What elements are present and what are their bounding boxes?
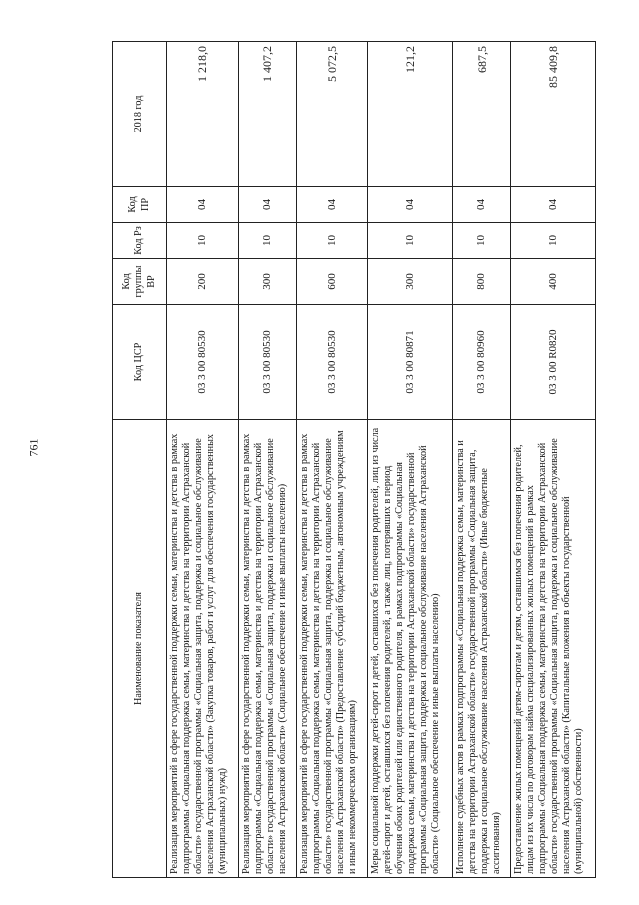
row-sum: 121,2 <box>368 42 453 187</box>
table-row <box>167 42 239 878</box>
header-year: 2018 год <box>113 42 167 187</box>
row-name: Реализация мероприятий в сфере государственной поддержки семьи, материнства и детства в рамках подпрограммы «Социальная поддержка семьи, материнства и детства на территории Астраханской области» государственной программы «Социальная защита, поддержка и социальное обслуживание населения Астраханской области» (Предоставление субсидий бюджетным, автономным учреждениям и иным некоммерческим организациям) <box>296 420 368 878</box>
row-rz: 10 <box>368 223 453 259</box>
row-vr: 300 <box>238 259 296 305</box>
header-csr: Код ЦСР <box>113 305 167 420</box>
row-csr: 03 3 00 80530 <box>296 305 368 420</box>
row-csr: 03 3 00 80530 <box>167 305 239 420</box>
table-header-row <box>113 42 167 878</box>
row-pr: 04 <box>368 187 453 223</box>
row-csr: 03 3 00 80871 <box>368 305 453 420</box>
row-rz: 10 <box>511 223 596 259</box>
row-name: Реализация мероприятий в сфере государственной поддержки семьи, материнства и детства в рамках подпрограммы «Социальная поддержка семьи, материнства и детства на территории Астраханской области» государственной программы «Социальная защита, поддержка и социальное обслуживание населения Астраханской области» (Закупка товаров, работ и услуг для обеспечения государственных (муниципальных) нужд) <box>167 420 239 878</box>
row-sum: 85 409,8 <box>511 42 596 187</box>
header-name: Наименование показателя <box>113 420 167 878</box>
row-name: Меры социальной поддержки детей-сирот и детей, оставшихся без попечения родителей, лиц из числа детей-сирот и детей, оставшихся без попечения родителей, а также лиц, потерявших в период обучения обоих родителей или единственного родителя, в рамках подпрограммы «Социальная поддержка семьи, материнства и детства на территории Астраханской области» государственной программы «Социальная защита, поддержка и социальное обслуживание населения Астраханской области» (Социальное обеспечение и иные выплаты населению) <box>368 420 453 878</box>
row-pr: 04 <box>296 187 368 223</box>
row-sum: 1 218,0 <box>167 42 239 187</box>
row-name: Предоставление жилых помещений детям-сиротам и детям, оставшимся без попечения родителей, лицам из их числа по договорам найма специализированных жилых помещений в рамках подпрограммы «Социальная поддержка семьи, материнства и детства на территории Астраханской области» государственной программы «Социальная защита, поддержка и социальное обслуживание населения Астраханской области» (Капитальные вложения в объекты государственной (муниципальной) собственности) <box>511 420 596 878</box>
row-vr: 600 <box>296 259 368 305</box>
table-row <box>238 42 296 878</box>
row-rz: 10 <box>452 223 510 259</box>
row-vr: 400 <box>511 259 596 305</box>
row-sum: 1 407,2 <box>238 42 296 187</box>
table-row <box>511 42 596 878</box>
header-vr: Код группы ВР <box>113 259 167 305</box>
row-vr: 800 <box>452 259 510 305</box>
row-name: Исполнение судебных актов в рамках подпрограммы «Социальная поддержка семьи, материнства и детства на территории Астраханской области» государственной программы «Социальная защита, поддержка и социальное обслуживание населения Астраханской области» (Иные бюджетные ассигнования) <box>452 420 510 878</box>
row-rz: 10 <box>238 223 296 259</box>
row-vr: 300 <box>368 259 453 305</box>
row-pr: 04 <box>238 187 296 223</box>
row-pr: 04 <box>167 187 239 223</box>
row-rz: 10 <box>296 223 368 259</box>
row-csr: 03 3 00 R0820 <box>511 305 596 420</box>
table-row <box>296 42 368 878</box>
row-pr: 04 <box>511 187 596 223</box>
row-csr: 03 3 00 80530 <box>238 305 296 420</box>
row-name: Реализация мероприятий в сфере государственной поддержки семьи, материнства и детства в рамках подпрограммы «Социальная поддержка семьи, материнства и детства на территории Астраханской области» государственной программы «Социальная защита, поддержка и социальное обслуживание населения Астраханской области» (Социальное обеспечение и иные выплаты населению) <box>238 420 296 878</box>
header-pr: Код ПР <box>113 187 167 223</box>
table-row <box>368 42 453 878</box>
row-rz: 10 <box>167 223 239 259</box>
row-sum: 5 072,5 <box>296 42 368 187</box>
row-pr: 04 <box>452 187 510 223</box>
page-number: 761 <box>26 438 41 457</box>
table-row <box>452 42 510 878</box>
row-sum: 687,5 <box>452 42 510 187</box>
row-vr: 200 <box>167 259 239 305</box>
budget-table <box>112 41 596 878</box>
row-csr: 03 3 00 80960 <box>452 305 510 420</box>
budget-table-container <box>112 42 596 878</box>
header-rz: Код Рз <box>113 223 167 259</box>
